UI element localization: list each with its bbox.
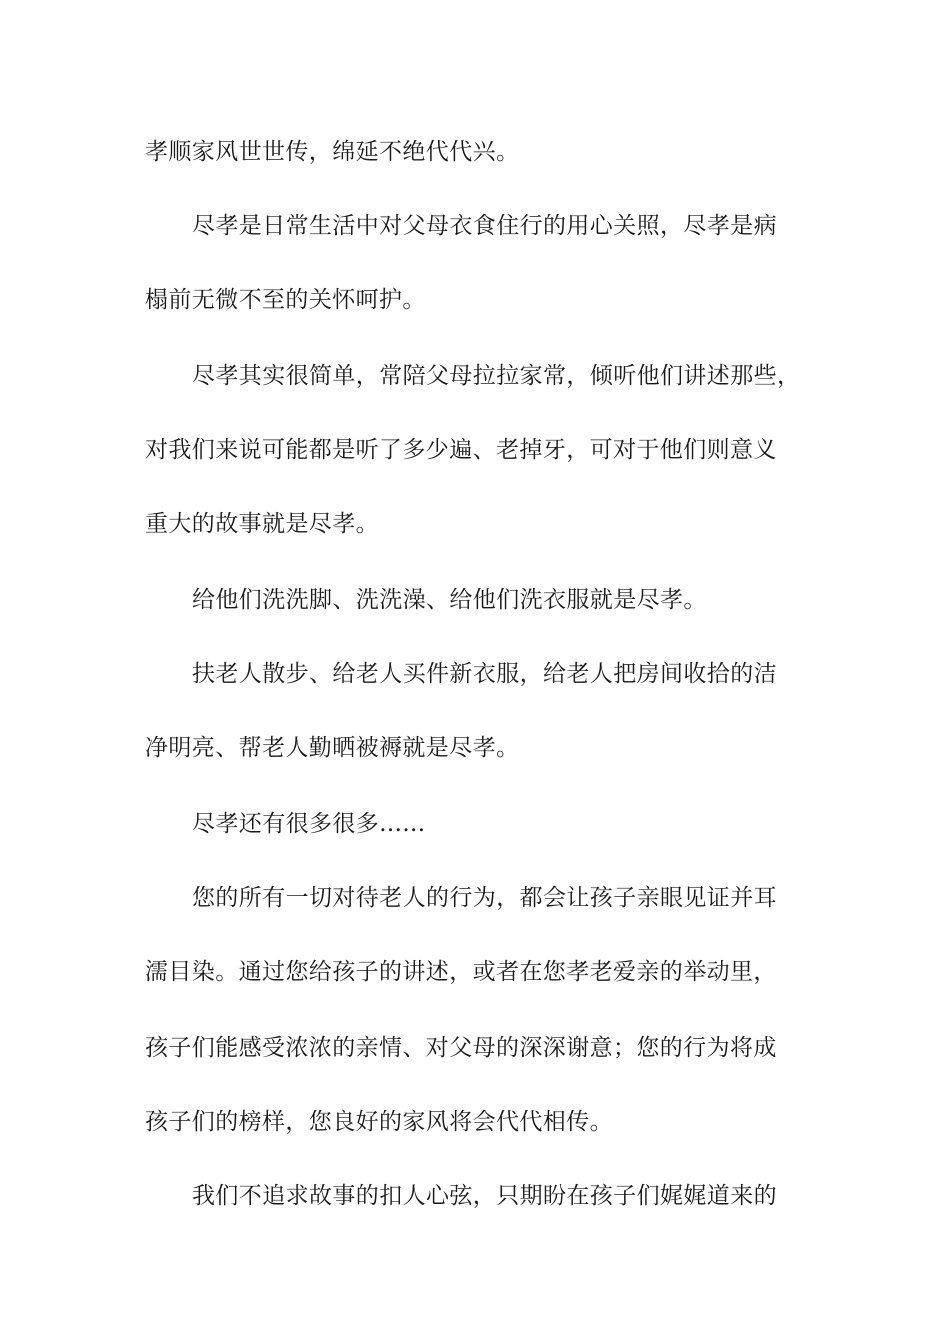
text-line: 净明亮、帮老人勤晒被褥就是尽孝。 bbox=[145, 735, 520, 761]
text-line: 孩子们能感受浓浓的亲情、对父母的深深谢意；您的行为将成 bbox=[145, 1035, 777, 1061]
text-line: 濡目染。通过您给孩子的讲述，或者在您孝老爱亲的举动里， bbox=[145, 959, 777, 985]
text-line: 扶老人散步、给老人买件新衣服，给老人把房间收拾的洁 bbox=[192, 661, 777, 687]
text-line: 您的所有一切对待老人的行为，都会让孩子亲眼见证并耳 bbox=[192, 885, 777, 911]
text-line: 尽孝还有很多很多...... bbox=[192, 811, 426, 837]
text-line: 尽孝是日常生活中对父母衣食住行的用心关照，尽孝是病 bbox=[192, 213, 777, 239]
text-line: 给他们洗洗脚、洗洗澡、给他们洗衣服就是尽孝。 bbox=[192, 587, 707, 613]
text-line: 孩子们的榜样，您良好的家风将会代代相传。 bbox=[145, 1109, 613, 1135]
text-line: 尽孝其实很简单，常陪父母拉拉家常，倾听他们讲述那些， bbox=[192, 363, 801, 389]
text-line: 我们不追求故事的扣人心弦，只期盼在孩子们娓娓道来的 bbox=[192, 1183, 777, 1209]
text-line: 对我们来说可能都是听了多少遍、老掉牙，可对于他们则意义 bbox=[145, 437, 777, 463]
text-line: 孝顺家风世世传，绵延不绝代代兴。 bbox=[145, 139, 520, 165]
text-line: 榻前无微不至的关怀呵护。 bbox=[145, 287, 426, 313]
text-line: 重大的故事就是尽孝。 bbox=[145, 511, 379, 537]
